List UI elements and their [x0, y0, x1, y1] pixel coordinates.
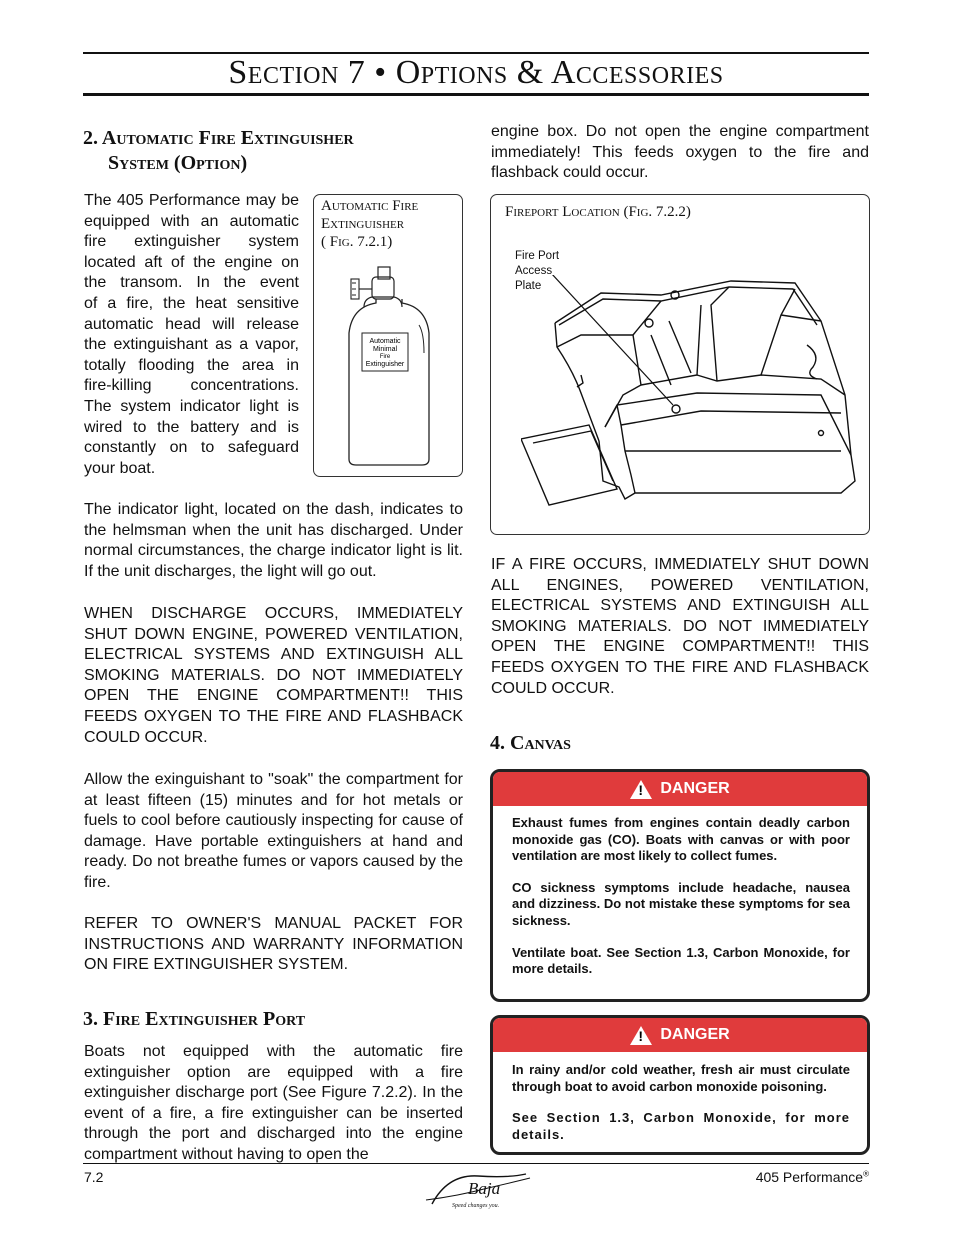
- para1-line: The 405 Performance may be: [84, 192, 299, 209]
- engine-compartment-illustration: [521, 275, 861, 515]
- para1-line: wired to the battery and is: [84, 418, 299, 436]
- section-2-para4: Allow the exinguishant to "soak" the compartment for at least fifteen (15) minutes and for hot metals or fuels to cool before cautiously inspecting for cause of damage. Have portable extinguishers at hand and ready. Do not breathe fumes or vapors caused by the fire.: [84, 771, 463, 891]
- para1-line: located aft of the engine on: [84, 253, 299, 271]
- caption-line: Automatic Fire: [321, 198, 419, 214]
- title-underline: [83, 93, 869, 96]
- figure-7-2-2-caption: Fireport Location (Fig. 7.2.2): [505, 204, 691, 220]
- section-2-para1: [84, 191, 299, 479]
- danger-label: DANGER: [660, 1026, 730, 1043]
- para1-line: the extinguishant as a vapor,: [84, 336, 299, 354]
- figure-7-2-2: [490, 194, 870, 535]
- baja-logo-mark: [418, 1170, 536, 1210]
- section-3-para1: Boats not equipped with the automatic fire extinguisher option are equipped with a fire extinguisher discharge port (See Figure 7.2.2). In the event of a fire, a fire extinguisher can be inserted through the port and discharged into the engine compartment without having to open the: [84, 1043, 463, 1163]
- danger-header: [493, 772, 867, 806]
- section-2-heading-line1: 2. Automatic Fire Extinguisher: [83, 127, 354, 149]
- para1-line: the transom. In the event: [84, 274, 299, 292]
- para1-line: fire extinguisher system: [84, 233, 299, 251]
- baja-logo: [418, 1170, 536, 1210]
- danger-header: [493, 1018, 867, 1052]
- danger-box-co-fumes: [490, 769, 870, 1002]
- warning-triangle-icon: !: [630, 1026, 652, 1045]
- danger-box-rainy-weather: [490, 1015, 870, 1155]
- para1-line: fire-killing concentrations.: [84, 377, 299, 395]
- danger-text: See Section 1.3, Carbon Monoxide, for more details.: [512, 1110, 850, 1142]
- para1-line: constantly on to safeguard: [84, 439, 299, 457]
- model-name: [745, 1169, 869, 1185]
- para1-line: The system indicator light is: [84, 397, 299, 415]
- section-3-heading: 3. Fire Extinguisher Port: [83, 1008, 306, 1030]
- label-line: Fire Port: [515, 250, 560, 262]
- extinguisher-label-line1: Automatic: [369, 338, 401, 345]
- caption-line: Extinguisher: [321, 216, 405, 232]
- para1-line: totally flooding the area in: [84, 356, 299, 374]
- extinguisher-label-line3: Fire: [379, 354, 391, 360]
- section-2-para5: REFER TO OWNER'S MANUAL PACKET FOR INSTRUCTIONS AND WARRANTY INFORMATION ON FIRE EXTINGUISHER SYSTEM.: [84, 915, 463, 974]
- page-title: Section 7 • Options & Accessories: [228, 54, 724, 91]
- section-2-para3: WHEN DISCHARGE OCCURS, IMMEDIATELY SHUT DOWN ENGINE, POWERED VENTILATION, ELECTRICAL SYSTEMS AND EXTINGUISH ALL SMOKING MATERIALS. DO NOT IMMEDIATELY OPEN THE ENGINE COMPARTMENT!! THIS FEEDS OXYGEN TO THE FIRE AND FLASHBACK COULD OCCUR.: [84, 605, 463, 746]
- figure-7-2-1: [313, 194, 463, 477]
- danger-body: [493, 806, 867, 978]
- para1-line: equipped with an automatic: [84, 212, 299, 230]
- danger-text: CO sickness symptoms include headache, nausea and dizziness. Do not mistake these symptoms for sea sickness.: [512, 879, 850, 928]
- label-line: Access: [515, 265, 553, 277]
- footer-rule: [83, 1163, 869, 1164]
- label-line: Plate: [515, 280, 542, 292]
- para1-line: of a fire, the heat sensitive: [84, 294, 299, 312]
- danger-text: In rainy and/or cold weather, fresh air must circulate through boat to avoid carbon monoxide poisoning.: [512, 1062, 850, 1094]
- logo-wordmark: Baja: [468, 1179, 501, 1198]
- caption-line: ( Fig. 7.2.1): [321, 234, 393, 250]
- fire-extinguisher-illustration: [342, 263, 442, 468]
- danger-label: DANGER: [660, 780, 730, 797]
- registered-mark: ®: [863, 1169, 869, 1179]
- section-2-heading: [83, 126, 463, 176]
- page-number: 7.2: [84, 1169, 104, 1185]
- danger-text: Exhaust fumes from engines contain deadly carbon monoxide gas (CO). Boats with canvas or with poor ventilation are most likely to collect fumes.: [512, 815, 850, 864]
- warning-triangle-icon: !: [630, 780, 652, 799]
- para1-line: automatic head will release: [84, 315, 299, 333]
- extinguisher-label-line4: Extinguisher: [365, 361, 405, 368]
- section-2-para2: The indicator light, located on the dash, indicates to the helmsman when the unit has discharged. Under normal circumstances, the charge indicator light is lit. If the unit discharges, the light will go out.: [84, 501, 463, 580]
- extinguisher-label-line2: Minimal: [372, 346, 398, 353]
- section-3-para1-continued: engine box. Do not open the engine compartment immediately! This feeds oxygen to the fire and flashback could occur.: [491, 123, 869, 182]
- fire-warning-paragraph: IF A FIRE OCCURS, IMMEDIATELY SHUT DOWN ALL ENGINES, POWERED VENTILATION, ELECTRICAL SYSTEMS AND EXTINGUISH ALL SMOKING MATERIALS. DO NOT IMMEDIATELY OPEN THE ENGINE COMPARTMENT!! THIS FEEDS OXYGEN TO THE FIRE AND FLASHBACK COULD OCCUR.: [491, 556, 869, 697]
- section-4-heading: 4. Canvas: [490, 732, 571, 754]
- section-2-heading-line2: System (Option): [108, 152, 248, 174]
- model-name-text: 405 Performance: [755, 1169, 864, 1185]
- figure-7-2-1-caption: [321, 197, 418, 251]
- danger-body: [493, 1052, 867, 1143]
- danger-text: Ventilate boat. See Section 1.3, Carbon Monoxide, for more details.: [512, 944, 850, 977]
- para1-line: your boat.: [84, 459, 156, 477]
- logo-tagline: Speed changes you.: [452, 1203, 500, 1209]
